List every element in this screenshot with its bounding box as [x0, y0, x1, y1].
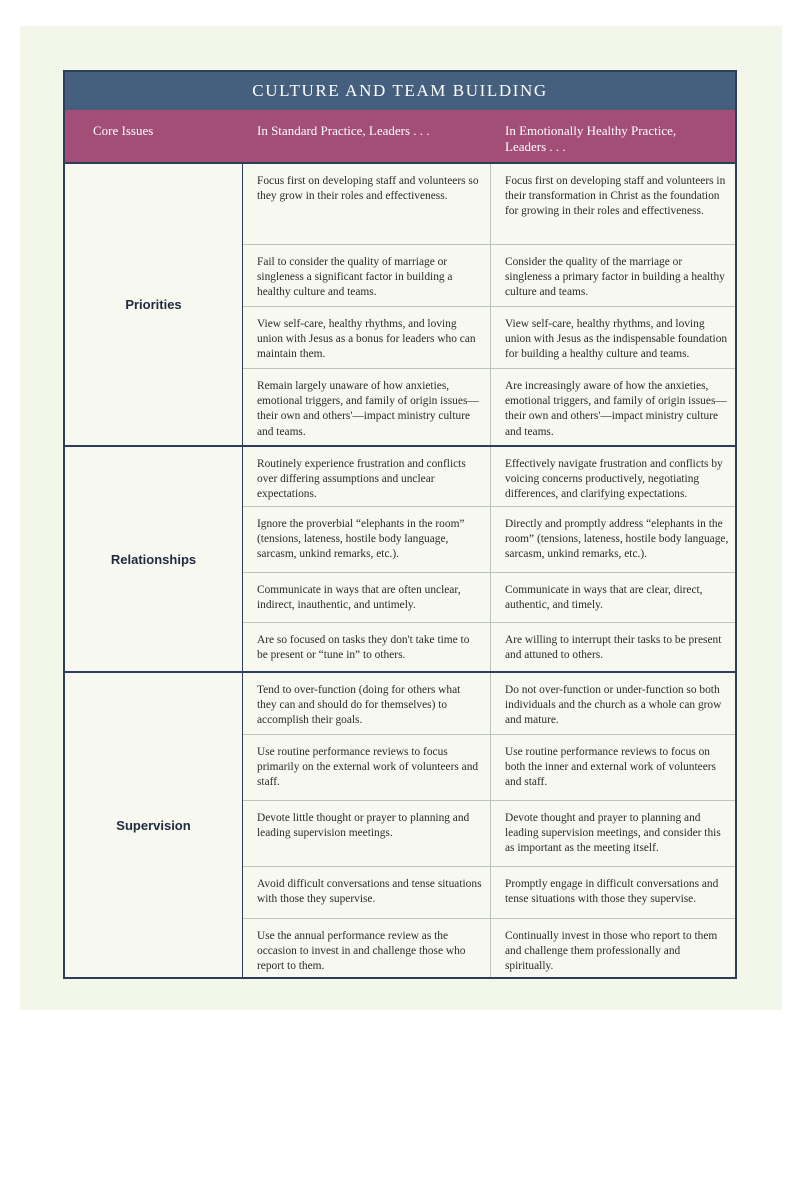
standard-practice-cell: Communicate in ways that are often unclear, indirect, inauthentic, and untimely. [243, 573, 491, 622]
header-standard-practice: In Standard Practice, Leaders . . . [257, 123, 430, 138]
section-relationships [65, 445, 735, 671]
healthy-practice-cell: Effectively navigate frustration and conflicts by voicing concerns productively, negotiating differences, and clarifying expectations. [505, 458, 723, 501]
table-row [243, 866, 735, 918]
header-core-issues: Core Issues [93, 123, 154, 138]
table-row [243, 506, 735, 572]
standard-practice-cell: Remain largely unaware of how anxieties, emotional triggers, and family of origin issues—their own and others'—impact ministry culture and teams. [243, 369, 491, 445]
healthy-practice-cell: Are willing to interrupt their tasks to be present and attuned to others. [505, 634, 722, 662]
standard-practice-cell: View self-care, healthy rhythms, and loving union with Jesus as a bonus for leaders who can maintain them. [243, 307, 491, 368]
standard-practice-cell: Focus first on developing staff and volunteers so they grow in their roles and effectiveness. [243, 164, 491, 244]
header-row [65, 110, 735, 162]
table-row [243, 368, 735, 445]
healthy-practice-cell: Focus first on developing staff and volunteers in their transformation in Christ as the foundation for growing in their roles and effectiveness. [505, 175, 726, 218]
healthy-practice-cell: Use routine performance reviews to focus on both the inner and external work of volunteers and staff. [505, 746, 716, 789]
standard-practice-cell: Fail to consider the quality of marriage or singleness a significant factor in building a healthy culture and teams. [243, 245, 491, 306]
table-row [243, 734, 735, 800]
table-row [243, 244, 735, 306]
table-row [243, 918, 735, 977]
healthy-practice-cell: Consider the quality of the marriage or singleness a primary factor in building a healthy culture and teams. [505, 256, 725, 299]
standard-practice-cell: Use routine performance reviews to focus primarily on the external work of volunteers and staff. [243, 735, 491, 800]
healthy-practice-cell: Do not over-function or under-function so both individuals and the church as a whole can grow and mature. [505, 684, 722, 727]
table-row [243, 447, 735, 506]
healthy-practice-cell: Communicate in ways that are clear, direct, authentic, and timely. [505, 584, 703, 612]
table-title: CULTURE AND TEAM BUILDING [65, 72, 735, 110]
standard-practice-cell: Use the annual performance review as the occasion to invest in and challenge those who report to them. [243, 919, 491, 977]
standard-practice-cell: Routinely experience frustration and conflicts over differing assumptions and unclear expectations. [243, 447, 491, 506]
standard-practice-cell: Devote little thought or prayer to planning and leading supervision meetings. [243, 801, 491, 866]
core-issue-label: Supervision [65, 673, 243, 977]
healthy-practice-cell: Are increasingly aware of how the anxieties, emotional triggers, and family of origin issues—their own and others'—impact ministry culture and teams. [505, 380, 727, 438]
table-row [243, 800, 735, 866]
standard-practice-cell: Avoid difficult conversations and tense situations with those they supervise. [243, 867, 491, 918]
table-row [243, 306, 735, 368]
table-row [243, 673, 735, 734]
healthy-practice-cell: Directly and promptly address “elephants in the room” (tensions, lateness, hostile body language, sarcasm, unkind remarks, etc.). [505, 518, 729, 561]
core-issue-label: Priorities [65, 164, 243, 445]
healthy-practice-cell: Devote thought and prayer to planning and leading supervision meetings, and consider this as important as the meeting itself. [505, 812, 721, 855]
standard-practice-cell: Tend to over-function (doing for others what they can and should do for themselves) to accomplish their goals. [243, 673, 491, 734]
section-priorities [65, 162, 735, 445]
table-row [243, 164, 735, 244]
table-row [243, 622, 735, 671]
standard-practice-cell: Are so focused on tasks they don't take time to be present or “tune in” to others. [243, 623, 491, 671]
core-issue-label: Relationships [65, 447, 243, 671]
header-healthy-practice: In Emotionally Healthy Practice, Leaders . . . [505, 123, 677, 154]
healthy-practice-cell: Continually invest in those who report to them and challenge them professionally and spiritually. [505, 930, 718, 973]
healthy-practice-cell: Promptly engage in difficult conversations and tense situations with those they supervise. [505, 878, 719, 906]
section-supervision [65, 671, 735, 977]
table-row [243, 572, 735, 622]
healthy-practice-cell: View self-care, healthy rhythms, and loving union with Jesus as the indispensable foundation for building a healthy culture and teams. [505, 318, 728, 361]
standard-practice-cell: Ignore the proverbial “elephants in the room” (tensions, lateness, hostile body language, sarcasm, unkind remarks, etc.). [243, 507, 491, 572]
culture-team-building-table [63, 70, 737, 979]
